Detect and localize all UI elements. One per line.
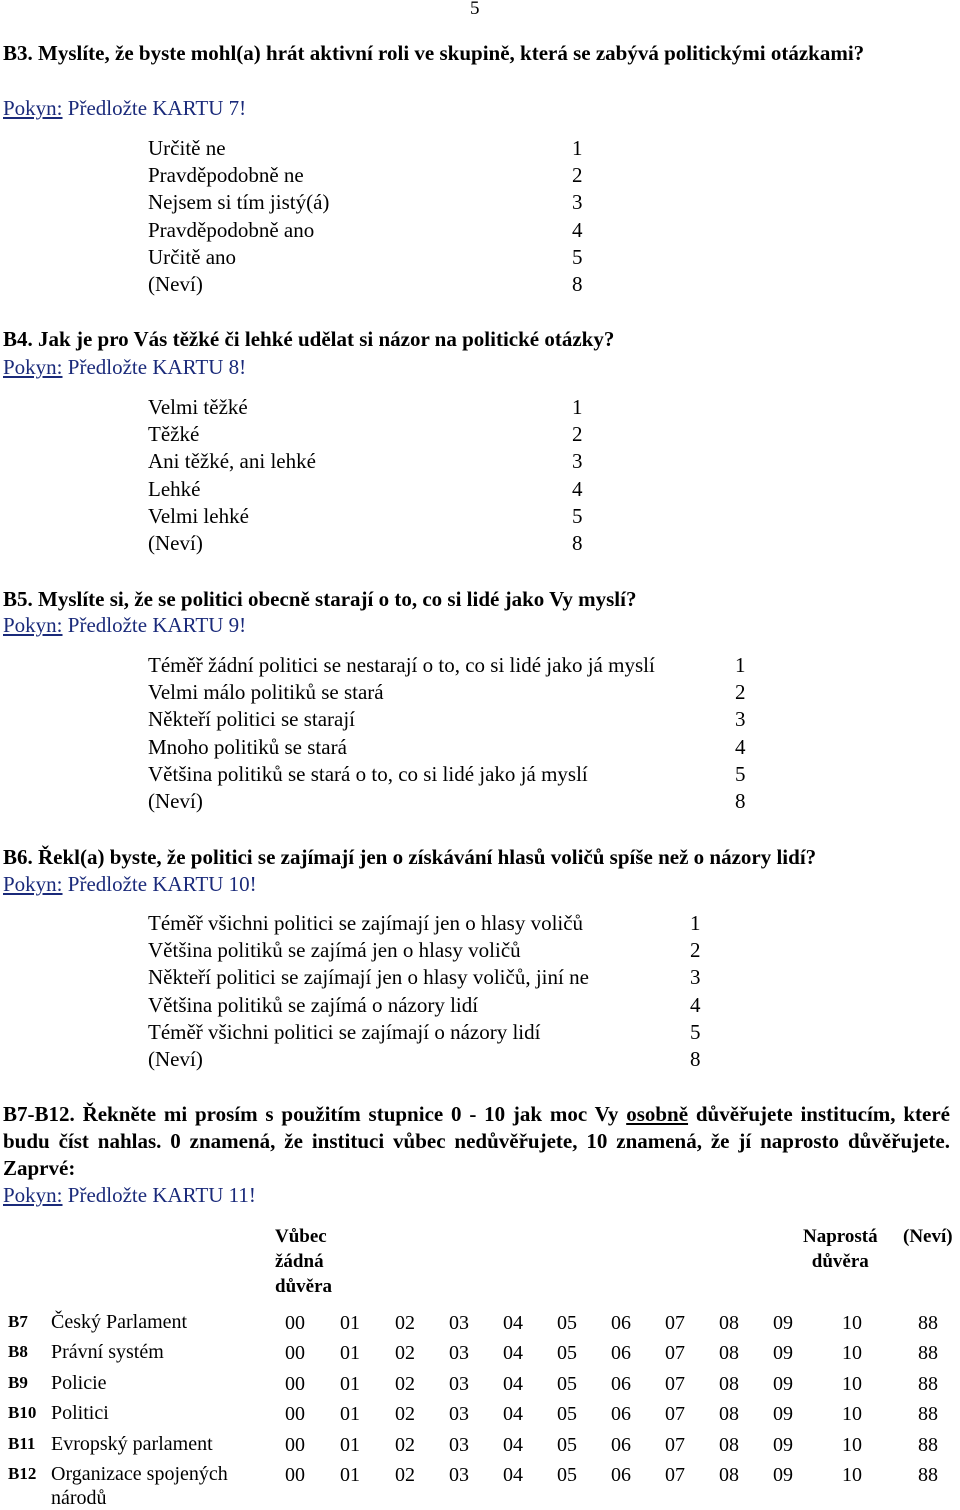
header-low-line: důvěra (275, 1276, 332, 1297)
row-label: Český Parlament (51, 1311, 188, 1333)
option-label: (Neví) (148, 789, 203, 813)
header-low-line: Vůbec (275, 1226, 327, 1247)
instruction-label: Pokyn: (3, 613, 63, 637)
option-code: 8 (690, 1047, 701, 1071)
option-code: 1 (572, 395, 583, 419)
option-label: Určitě ne (148, 136, 226, 160)
scale-option[interactable]: 01 (340, 1434, 360, 1456)
scale-option[interactable]: 05 (557, 1342, 577, 1364)
scale-option[interactable]: 02 (395, 1464, 415, 1486)
instruction-label: Pokyn: (3, 872, 63, 896)
option-code: 5 (572, 504, 583, 528)
row-id: B11 (8, 1434, 36, 1453)
scale-option[interactable]: 08 (719, 1403, 739, 1425)
scale-option[interactable]: 08 (719, 1342, 739, 1364)
intro-b7-b12 (3, 1101, 950, 1182)
scale-option[interactable]: 07 (665, 1434, 685, 1456)
option-code: 4 (690, 993, 701, 1017)
instruction-text: Předložte KARTU 8! (62, 355, 247, 379)
row-label: Evropský parlament (51, 1433, 213, 1455)
scale-option[interactable]: 03 (449, 1312, 469, 1334)
option-label: Téměř žádní politici se nestarají o to, co si lidé jako já myslí (148, 653, 655, 677)
option-code: 4 (572, 477, 583, 501)
option-label: Velmi málo politiků se stará (148, 680, 384, 704)
option-label: Určitě ano (148, 245, 237, 269)
option-label: Ani těžké, ani lehké (148, 449, 316, 473)
option-code: 3 (572, 190, 583, 214)
option-label: (Neví) (148, 272, 203, 296)
page-number: 5 (470, 0, 480, 19)
option-code: 3 (690, 965, 701, 989)
header-high-line: důvěra (811, 1251, 869, 1272)
scale-option[interactable]: 06 (611, 1464, 631, 1486)
row-id: B12 (8, 1464, 37, 1483)
scale-option[interactable]: 06 (611, 1373, 631, 1395)
row-id: B9 (8, 1373, 28, 1392)
scale-option[interactable]: 04 (503, 1373, 523, 1395)
scale-option[interactable]: 02 (395, 1434, 415, 1456)
scale-option[interactable]: 88 (918, 1312, 938, 1334)
scale-option[interactable]: 05 (557, 1312, 577, 1334)
header-low-line: žádná (275, 1251, 324, 1272)
scale-option[interactable]: 07 (665, 1312, 685, 1334)
option-label: (Neví) (148, 1047, 203, 1071)
scale-option[interactable]: 10 (842, 1403, 862, 1425)
instruction-b6 (3, 871, 257, 898)
option-label: Velmi těžké (148, 395, 248, 419)
header-dont-know: (Neví) (903, 1226, 953, 1247)
option-label: Pravděpodobně ano (148, 218, 315, 242)
option-label: Někteří politici se starají (148, 707, 356, 731)
instruction-text: Předložte KARTU 9! (62, 613, 247, 637)
question-id: B3. (3, 41, 33, 65)
scale-option[interactable]: 01 (340, 1373, 360, 1395)
scale-option[interactable]: 00 (285, 1434, 305, 1456)
scale-option[interactable]: 05 (557, 1373, 577, 1395)
scale-option[interactable]: 09 (773, 1373, 793, 1395)
scale-option[interactable]: 08 (719, 1464, 739, 1486)
scale-option[interactable]: 00 (285, 1403, 305, 1425)
instruction-label: Pokyn: (3, 355, 63, 379)
instruction-text: Předložte KARTU 7! (62, 96, 247, 120)
question-b5 (3, 586, 636, 613)
scale-option[interactable]: 88 (918, 1342, 938, 1364)
scale-option[interactable]: 03 (449, 1342, 469, 1364)
scale-option[interactable]: 09 (773, 1342, 793, 1364)
scale-option[interactable]: 10 (842, 1312, 862, 1334)
scale-option[interactable]: 06 (611, 1434, 631, 1456)
row-id: B7 (8, 1312, 28, 1331)
question-text: Řekl(a) byste, že politici se zajímají jen o získávání hlasů voličů spíše než o názory lidí? (38, 845, 817, 869)
option-code: 8 (572, 272, 583, 296)
option-code: 5 (572, 245, 583, 269)
row-label: Policie (51, 1372, 107, 1394)
scale-option[interactable]: 10 (842, 1464, 862, 1486)
option-code: 5 (735, 762, 746, 786)
scale-option[interactable]: 02 (395, 1403, 415, 1425)
instruction-text: Předložte KARTU 10! (62, 872, 257, 896)
scale-option[interactable]: 01 (340, 1342, 360, 1364)
option-label: Někteří politici se zajímají jen o hlasy voličů, jiní ne (148, 965, 589, 989)
scale-option[interactable]: 04 (503, 1312, 523, 1334)
scale-option[interactable]: 09 (773, 1312, 793, 1334)
scale-option[interactable]: 02 (395, 1373, 415, 1395)
option-code: 2 (735, 680, 746, 704)
option-label: Pravděpodobně ne (148, 163, 304, 187)
scale-option[interactable]: 04 (503, 1464, 523, 1486)
option-code: 8 (572, 531, 583, 555)
scale-option[interactable]: 07 (665, 1342, 685, 1364)
intro-text-underlined: osobně (626, 1102, 689, 1126)
option-label: Mnoho politiků se stará (148, 735, 347, 759)
option-code: 1 (690, 911, 701, 935)
scale-option[interactable]: 03 (449, 1403, 469, 1425)
scale-option[interactable]: 06 (611, 1403, 631, 1425)
instruction-b5 (3, 612, 246, 639)
option-label: Těžké (148, 422, 200, 446)
instruction-b7 (3, 1182, 256, 1209)
scale-option[interactable]: 00 (285, 1342, 305, 1364)
scale-option[interactable]: 02 (395, 1342, 415, 1364)
instruction-label: Pokyn: (3, 96, 63, 120)
scale-option[interactable]: 00 (285, 1464, 305, 1486)
scale-option[interactable]: 05 (557, 1403, 577, 1425)
scale-option[interactable]: 10 (842, 1434, 862, 1456)
option-label: (Neví) (148, 531, 203, 555)
question-text: Myslíte, že byste mohl(a) hrát aktivní roli ve skupině, která se zabývá politickými otázkami? (38, 41, 865, 65)
scale-option[interactable]: 10 (842, 1342, 862, 1364)
scale-option[interactable]: 08 (719, 1373, 739, 1395)
scale-option[interactable]: 00 (285, 1312, 305, 1334)
question-id: B6. (3, 845, 33, 869)
scale-option[interactable]: 07 (665, 1373, 685, 1395)
option-label: Většina politiků se zajímá jen o hlasy voličů (148, 938, 521, 962)
row-label: Právní systém (51, 1341, 164, 1363)
option-label: Velmi lehké (148, 504, 249, 528)
intro-text-before: B7-B12. Řekněte mi prosím s použitím stupnice 0 - 10 jak moc Vy (3, 1102, 627, 1126)
question-text: Myslíte si, že se politici obecně starají o to, co si lidé jako Vy myslí? (38, 587, 637, 611)
option-label: Nejsem si tím jistý(á) (148, 190, 330, 214)
scale-option[interactable]: 08 (719, 1312, 739, 1334)
scale-option[interactable]: 09 (773, 1403, 793, 1425)
row-id: B10 (8, 1403, 37, 1422)
scale-option[interactable]: 01 (340, 1403, 360, 1425)
option-code: 4 (572, 218, 583, 242)
question-id: B4. (3, 327, 33, 351)
header-high-trust (803, 1224, 878, 1274)
option-code: 3 (572, 449, 583, 473)
header-low-trust (275, 1224, 332, 1299)
scale-option[interactable]: 02 (395, 1312, 415, 1334)
option-code: 5 (690, 1020, 701, 1044)
scale-option[interactable]: 03 (449, 1464, 469, 1486)
instruction-b4 (3, 354, 246, 381)
option-label: Téměř všichni politici se zajímají o názory lidí (148, 1020, 541, 1044)
option-label: Lehké (148, 477, 201, 501)
scale-option[interactable]: 04 (503, 1342, 523, 1364)
option-label: Většina politiků se stará o to, co si lidé jako já myslí (148, 762, 588, 786)
scale-option[interactable]: 88 (918, 1434, 938, 1456)
option-code: 1 (735, 653, 746, 677)
scale-option[interactable]: 04 (503, 1403, 523, 1425)
instruction-text: Předložte KARTU 11! (62, 1183, 256, 1207)
option-code: 8 (735, 789, 746, 813)
header-high-line: Naprostá (803, 1226, 878, 1247)
option-code: 3 (735, 707, 746, 731)
scale-option[interactable]: 00 (285, 1373, 305, 1395)
question-b3 (3, 40, 950, 67)
instruction-b3 (3, 95, 246, 122)
question-id: B5. (3, 587, 33, 611)
option-code: 2 (572, 422, 583, 446)
scale-option[interactable]: 03 (449, 1434, 469, 1456)
scale-option[interactable]: 06 (611, 1312, 631, 1334)
scale-option[interactable]: 05 (557, 1434, 577, 1456)
scale-option[interactable]: 07 (665, 1403, 685, 1425)
scale-option[interactable]: 09 (773, 1464, 793, 1486)
scale-option[interactable]: 01 (340, 1464, 360, 1486)
scale-option[interactable]: 88 (918, 1403, 938, 1425)
row-id: B8 (8, 1342, 28, 1361)
option-code: 1 (572, 136, 583, 160)
scale-option[interactable]: 05 (557, 1464, 577, 1486)
scale-option[interactable]: 09 (773, 1434, 793, 1456)
instruction-label: Pokyn: (3, 1183, 63, 1207)
scale-option[interactable]: 10 (842, 1373, 862, 1395)
scale-option[interactable]: 88 (918, 1373, 938, 1395)
intro-text-after: důvěřujete institucím, které budu číst nahlas. 0 znamená, že instituci vůbec nedůvěřujete, 10 znamená, že jí naprosto důvěřujete. Zaprvé: (3, 1102, 950, 1180)
scale-option[interactable]: 01 (340, 1312, 360, 1334)
option-label: Většina politiků se zajímá o názory lidí (148, 993, 479, 1017)
row-label: Politici (51, 1402, 109, 1424)
scale-option[interactable]: 06 (611, 1342, 631, 1364)
scale-option[interactable]: 08 (719, 1434, 739, 1456)
option-code: 2 (690, 938, 701, 962)
option-code: 2 (572, 163, 583, 187)
scale-option[interactable]: 88 (918, 1464, 938, 1486)
scale-option[interactable]: 07 (665, 1464, 685, 1486)
option-label: Téměř všichni politici se zajímají jen o hlasy voličů (148, 911, 584, 935)
question-b6 (3, 844, 816, 871)
scale-option[interactable]: 04 (503, 1434, 523, 1456)
question-text: Jak je pro Vás těžké či lehké udělat si názor na politické otázky? (38, 327, 615, 351)
option-code: 4 (735, 735, 746, 759)
row-label: Organizace spojených národů (51, 1463, 228, 1509)
question-b4 (3, 326, 614, 353)
scale-option[interactable]: 03 (449, 1373, 469, 1395)
